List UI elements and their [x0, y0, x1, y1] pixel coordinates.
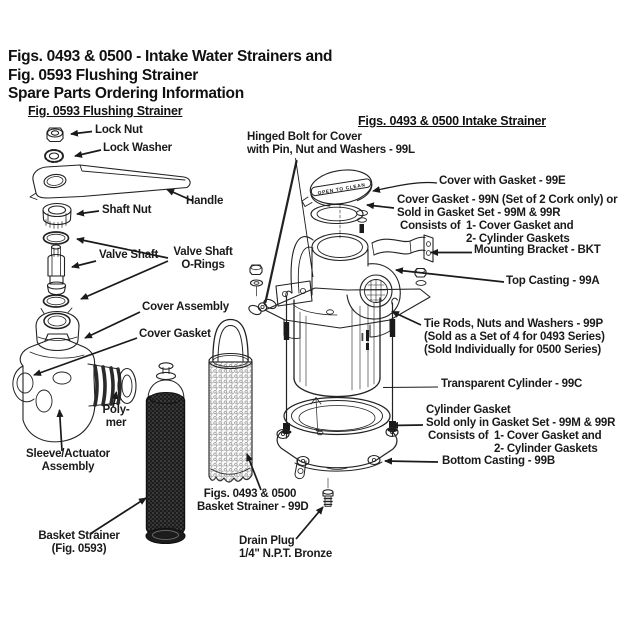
- transparent-cylinder-drawing: [294, 298, 380, 397]
- label-cover-gasket-99n: Cover Gasket - 99N (Set of 2 Cork only) or Sold in Gasket Set - 99M & 99R: [397, 194, 618, 219]
- label-consists-items-cylinder: 1- Cover Gasket and 2- Cylinder Gaskets: [494, 430, 602, 455]
- bottom-casting-drawing: [277, 398, 398, 479]
- arrow-cover-99e: [373, 182, 437, 191]
- drain-plug-drawing: [323, 478, 333, 507]
- label-bottom-casting: Bottom Casting - 99B: [442, 455, 555, 467]
- label-cylinder-gasket: Cylinder Gasket Sold only in Gasket Set - 99M & 99R: [426, 404, 616, 429]
- basket-strainer-0593-drawing: [146, 363, 185, 544]
- label-consists-of-cylinder: Consists of: [428, 430, 489, 442]
- hinged-bolt-drawing: [247, 161, 296, 316]
- lid-embossed-text: OPEN TO CLEAN: [317, 183, 367, 197]
- polymer-threads-drawing: [88, 364, 136, 406]
- arrow-oring-bottom: [81, 261, 168, 299]
- label-cover-with-gasket: Cover with Gasket - 99E: [439, 175, 566, 187]
- label-lock-nut: Lock Nut: [95, 124, 143, 136]
- arrow-lock-nut: [71, 132, 92, 135]
- label-top-casting: Top Casting - 99A: [506, 275, 600, 287]
- label-cover-gasket: Cover Gasket: [139, 328, 211, 340]
- label-valve-shaft: Valve Shaft: [99, 249, 159, 261]
- arrow-cover-assembly: [85, 312, 140, 338]
- valve-shaft-drawing: [48, 245, 66, 295]
- label-hinged-bolt: Hinged Bolt for Cover with Pin, Nut and Washers - 99L: [247, 131, 415, 156]
- flushing-strainer-heading: Fig. 0593 Flushing Strainer: [28, 104, 183, 118]
- lock-washer-drawing: [45, 150, 63, 162]
- lock-nut-drawing: [47, 128, 63, 142]
- valve-shaft-oring-top-drawing: [44, 232, 69, 244]
- label-lock-washer: Lock Washer: [103, 142, 172, 154]
- label-consists-items-cover: 1- Cover Gasket and 2- Cylinder Gaskets: [466, 220, 574, 245]
- label-sleeve-actuator: Sleeve/Actuator Assembly: [26, 448, 110, 473]
- page-title: [8, 48, 332, 104]
- handle-drawing: [30, 165, 190, 200]
- label-basket-strainer-0593: Basket Strainer (Fig. 0593): [38, 530, 120, 555]
- label-cover-assembly: Cover Assembly: [142, 301, 229, 313]
- shaft-nut-drawing: [43, 204, 71, 229]
- mounting-bracket-drawing: [372, 235, 433, 262]
- arrow-cover-gasket-99n: [367, 205, 394, 208]
- basket-strainer-99d-drawing: [209, 320, 252, 483]
- label-drain-plug: Drain Plug 1/4" N.P.T. Bronze: [239, 535, 333, 560]
- arrow-tie-rods: [392, 312, 421, 326]
- valve-shaft-oring-bottom-drawing: [44, 295, 69, 307]
- leader-hinged-bolt: [296, 158, 314, 277]
- label-tie-rods: Tie Rods, Nuts and Washers - 99P (Sold as a Set of 4 for 0493 Series) (Sold Individually for 0500 Series): [424, 318, 605, 356]
- intake-cover-gasket-drawing: [311, 205, 368, 234]
- arrow-sleeve-actuator: [60, 410, 63, 451]
- title-line-2: Fig. 0593 Flushing Strainer: [8, 66, 199, 84]
- arrow-valve-shaft: [72, 261, 96, 267]
- arrow-basket-0593: [90, 498, 146, 534]
- label-valve-shaft-orings: Valve Shaft O-Rings: [173, 246, 233, 271]
- label-polymer: Poly- mer: [102, 404, 130, 429]
- label-basket-strainer-99d: Figs. 0493 & 0500 Basket Strainer - 99D: [197, 488, 309, 513]
- arrow-cover-gasket: [34, 338, 137, 375]
- label-handle: Handle: [186, 195, 224, 207]
- label-shaft-nut: Shaft Nut: [102, 204, 152, 216]
- label-mounting-bracket: Mounting Bracket - BKT: [474, 244, 601, 256]
- title-line-3: Spare Parts Ordering Information: [8, 85, 244, 102]
- intake-strainer-heading: Figs. 0493 & 0500 Intake Strainer: [358, 114, 546, 128]
- top-casting-drawing: [265, 234, 430, 339]
- label-consists-of-cover: Consists of: [400, 220, 461, 232]
- leader-transparent-cylinder: [383, 387, 438, 388]
- label-transparent-cylinder: Transparent Cylinder - 99C: [441, 378, 583, 390]
- arrow-cylinder-gasket: [391, 425, 423, 426]
- cover-assembly-drawing: [36, 308, 79, 351]
- arrow-shaft-nut: [77, 211, 99, 214]
- arrow-bottom-casting: [385, 461, 438, 462]
- arrow-top-casting: [396, 270, 504, 282]
- arrow-lock-washer: [75, 150, 101, 156]
- title-line-1: Figs. 0493 & 0500 - Intake Water Strainers and: [8, 48, 333, 65]
